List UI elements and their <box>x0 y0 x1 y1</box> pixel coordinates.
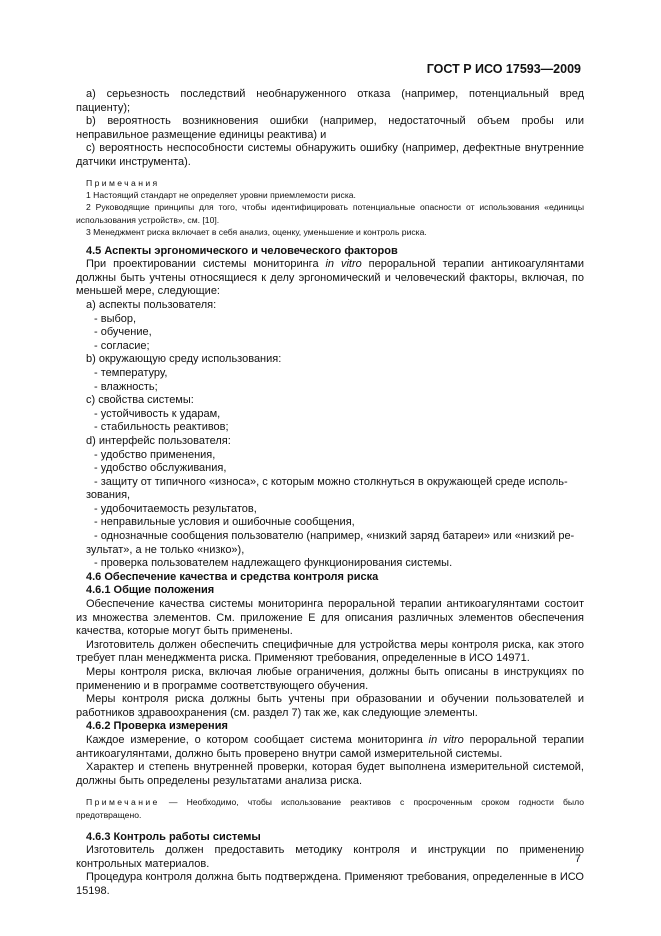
list-item-continuation: зультат», а не только «низко»), <box>86 543 245 556</box>
intro-item-a: a) серьезность последствий необнаруженного отказа (например, потенциальный вред пациенту); <box>76 88 584 114</box>
list-item: - неправильные условия и ошибочные сообщения, <box>94 516 355 529</box>
list-a-label: a) аспекты пользователя: <box>86 298 217 311</box>
page-number: 7 <box>574 853 581 865</box>
intro-item-b: b) вероятность возникновения ошибки (например, недостаточный объем пробы или неправильное размещение единицы реактива) и <box>76 115 584 141</box>
paragraph: Меры контроля риска должны быть учтены при образовании и обучении пользователей и работников здравоохранения (см. раздел 7) так же, как следующие элементы. <box>76 693 584 719</box>
list-item: - удобство применения, <box>94 448 216 461</box>
note-label: Примечание <box>86 797 160 808</box>
standard-header: ГОСТ Р ИСО 17593—2009 <box>426 62 581 76</box>
paragraph: Характер и степень внутренней проверки, которая будет выполнена измерительной системой, должны быть определены результатами анализа риска. <box>76 761 584 787</box>
paragraph: Процедура контроля должна быть подтверждена. Применяют требования, определенные в ИСО 15198. <box>76 871 584 897</box>
section-4-6-3-heading: 4.6.3 Контроль работы системы <box>86 830 261 843</box>
section-4-5-intro <box>76 258 584 299</box>
list-item: - стабильность реактивов; <box>94 421 229 434</box>
in-vitro-italic: in vitro <box>428 733 464 746</box>
text-run: При проектировании системы мониторинга <box>86 258 326 271</box>
list-item: - выбор, <box>94 312 137 325</box>
list-item: - температуру, <box>94 366 168 379</box>
paragraph: Меры контроля риска, включая любые ограничения, должны быть описаны в инструкциях по применению и в программе соответствующего обучения. <box>76 666 584 692</box>
note-1: 1 Настоящий стандарт не определяет уровни приемлемости риска. <box>86 189 356 200</box>
paragraph: Обеспечение качества системы мониторинга пероральной терапии антикоагулянтами состоит из множества элементов. См. приложение Е для описания различных элементов обеспечения качества, которые могут быть применены. <box>76 598 584 638</box>
list-item: - защиту от типичного «износа», с которым можно столкнуться в окружающей среде исполь- <box>94 475 568 488</box>
section-4-6-heading: 4.6 Обеспечение качества и средства контроля риска <box>86 570 379 583</box>
page-body <box>76 88 584 899</box>
list-item: - удобочитаемость результатов, <box>94 502 257 515</box>
notes-block <box>76 177 584 239</box>
text-run: Каждое измерение, о котором сообщает система мониторинга <box>86 733 429 746</box>
notes-title: Примечания <box>86 177 160 188</box>
paragraph <box>76 734 584 761</box>
text-run: пероральной терапии антикоагулянтами должны быть учтены относящиеся к делу эргономический и человеческий факторы, включая, по меньшей мере, следующие: <box>76 258 584 298</box>
section-4-5-heading: 4.5 Аспекты эргономического и человеческого факторов <box>86 244 398 257</box>
list-b-label: b) окружающую среду использования: <box>86 353 282 366</box>
intro-item-c: c) вероятность неспособности системы обнаружить ошибку (например, дефектные внутренние датчики инструмента). <box>76 142 584 168</box>
paragraph: Изготовитель должен обеспечить специфичные для устройства меры контроля риска, как этого требует план менеджмента риска. Применяют требования, определенные в ИСО 14971. <box>76 638 584 665</box>
paragraph: Изготовитель должен предоставить методику контроля и инструкции по применению контрольных материалов. <box>76 844 584 870</box>
section-4-6-1-heading: 4.6.1 Общие положения <box>86 584 215 597</box>
list-d-label: d) интерфейс пользователя: <box>86 434 231 447</box>
list-item: - влажность; <box>94 380 158 393</box>
list-c-label: c) свойства системы: <box>86 394 194 407</box>
note-2: 2 Руководящие принципы для того, чтобы идентифицировать потенциальные опасности от использования «единицы использования устройств», см. [10]. <box>76 202 584 225</box>
in-vitro-italic: in vitro <box>325 258 362 271</box>
list-item-continuation: зования, <box>86 489 131 502</box>
list-item: - обучение, <box>94 326 152 339</box>
list-item: - однозначные сообщения пользователю (например, «низкий заряд батареи» или «низкий ре- <box>94 530 575 543</box>
list-item: - проверка пользователем надлежащего функционирования системы. <box>94 557 453 570</box>
text-run: пероральной терапии антикоагулянтами, должно быть проверено внутри самой измерительной системы. <box>76 733 584 760</box>
note-text: — Необходимо, чтобы использование реактивов с просроченным сроком годности было предотвращено. <box>76 797 584 820</box>
list-item: - согласие; <box>94 339 150 352</box>
list-item: - устойчивость к ударам, <box>94 407 221 420</box>
note-3: 3 Менеджмент риска включает в себя анализ, оценку, уменьшение и контроль риска. <box>86 227 427 238</box>
section-4-6-2-heading: 4.6.2 Проверка измерения <box>86 720 228 733</box>
note-block <box>76 796 584 821</box>
list-item: - удобство обслуживания, <box>94 462 227 475</box>
